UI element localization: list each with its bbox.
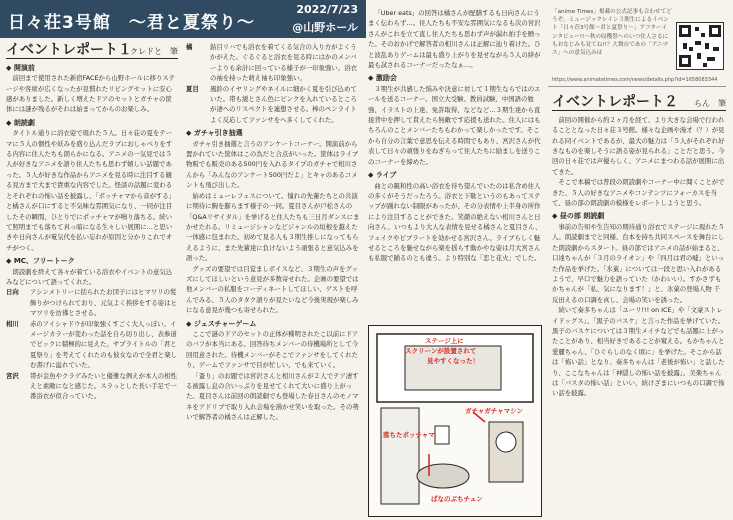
illus-label: スクリーンが設置されて [405, 347, 477, 355]
section-body: 曲との親和性の高い浴衣を待ち望んでいたのは私含め住人の多くがそうだったろう。浴衣と下駄というのもあってステップが踊れない制限があったが、その分表情や上半身の所作により注目することができた。笑顔の絶えない相川さんと日向さん、いつもより大人な表情を見せる橘さんと夏目さん、フェイクやビブラートを効かせる宮沢さん。ライブらしく魅せるところを魅せながら楽を揺らす動かやな姿は月大宮さんも私服で踊るのとも違う。より特別な「恋と花火」でした。 [368, 181, 542, 263]
section-heading: ◆ 激励会 [368, 73, 542, 83]
section-body: 前回まで使用された新宿FACEから山野ホールに移りステージや客席が広くなったが見慣れたリビングセットに安心感がありました。新しく増えたドアのセットとガチャの筐体には謎が残るがそれは始まってからのお楽しみ。 [6, 74, 175, 114]
newsletter-title: 日々荘3号館 〜君と夏祭り〜 [8, 13, 255, 33]
illus-label: ガチャガチャマシン [465, 407, 523, 415]
illus-label: 見やすくなった！ [427, 357, 479, 365]
column-middle [186, 42, 360, 516]
report-1-header [6, 42, 178, 59]
column-far-right [552, 94, 726, 516]
column-right [368, 8, 542, 322]
section-heading: ◆ MC、フリートーク [6, 256, 178, 266]
section-body: ３期生が共感した悩みや決意に対して１期生ならではのエールを送るコーナー。国立大受験、教員試験、中国語の勉強、イラストの上達、免許取得、などなど…３期生達から直接背中を押して貰えたら無敵です応援も送れた。住人にはもちろんのことメンバーたちもわかって楽しかったです。そこから自分の言葉で意思を伝える時間でもあり、宮沢さんが代表して日々の頑張りをねぎらって住人たちに励ましを送りこのコーナーを締めた。 [368, 84, 541, 166]
illus-label: ぱなのぶちチュン [431, 495, 483, 503]
member-name: 橘 [186, 43, 193, 51]
section-body: 朗読劇を終えて各々が着ている浴衣やイベントの意気込みなどについて語ってくれた。 [6, 267, 173, 286]
member-text: 鈷目リハでも浴衣を着てくる気合の入り方がよくうかがえた。ぐるぐると浴衣を見る時にはかのメンバーよりも余計に回っている様子が一印象強い。浴衣の袖を持った萌え袖も印象強い。 [210, 43, 357, 83]
member-entry [186, 84, 360, 126]
stage-illustration [368, 325, 542, 517]
member-text: アシンメトリーに括られたお団子にはヒマワリの髪飾りがつけられており、元気よく挨拶をする姿はヒマワリを彷彿とさせる。 [30, 288, 177, 318]
section-body: そこで本稿では普段の朗読劇やコーナー中に聞くことができた、５人の好きなアニメやコンテンツにフォーカスを当て、昼の部の朗読劇の模様をレポートしようと思う。 [552, 178, 725, 208]
report-2-title: イベントレポート２ [552, 94, 678, 110]
masthead [0, 0, 366, 38]
section-heading: ◆ ガチャ引き抽選 [186, 128, 360, 138]
member-entry [6, 287, 178, 318]
section-body: ここで謎のドアのセットの正体が種明されたこ以前にドアのバフが本当にある。回答待ちメンバーの待機場所として今回用意された。待機メンバーがそこでファンサをしてくれたり、ゲームでファンサで目が忙しい、でも来ていく。 [186, 329, 359, 370]
section-body: 「Uber eats」の回答は橘さんが配膳するも日向さんにうまく伝わらず…。住人たちも不安な雰囲気になるも次の宮沢さんがこれを立て直し住人たちも思わず声が漏れ拍手を贈った。そのおかげで解答者の相川さんは正解に辿り着けた。ひと波乱ありゲームは最も盛り上がりを見せながら５人の絆が最も試されるコーナーだったなぁ…。 [368, 9, 541, 70]
column-left [6, 42, 178, 516]
member-name: 宮沢 [6, 371, 19, 380]
section-body: グッズの要望では目覚ましボイスなど、３期生の声をグッズにしてほしいという意見が多数寄せれた。企画の要望では他メンバーの私服をコーディネートしてほしい、ゲストを呼んでみる、５人のタタク語りが見たいなど今後実現が楽しみになる意見が幾つも寄せられた。 [186, 264, 359, 315]
member-entry [6, 319, 178, 371]
section-heading: ◆ ライブ [368, 170, 542, 180]
member-entry [6, 371, 178, 402]
section-body: 始めはミューレフェスについて。憧れの先輩たちとの共演に期待に胸を膨らます様子の一同。夏目さんが戸松さんの「Q&Aリサイタル」を挙げると住人たちも三日月ダンスにまかせたれる。リミュージシャンなどジャンルの垣根を越えた一体感に包まれた。初めて見る人も３期生推しになってもらえるように、また先輩達に負けないよう頑張ると意気込みを語った。 [186, 191, 360, 263]
illus-label: ステージ上に [425, 337, 464, 345]
report-2-byline: らん 筆 [694, 99, 726, 109]
member-name: 夏目 [186, 84, 199, 93]
report-1-title: イベントレポート１ [6, 42, 132, 58]
member-entry [186, 42, 360, 84]
section-heading: ◆ ジェスチャーゲーム [186, 319, 360, 329]
anime-times-note: 「anime Times」掲載の公式記事も合わせてどうぞ。ミュージックレイン３期生によるイベント「日々荘3号館〜君と夏祭り〜」アフターインタビュー!!〜秋の収穫祭へのいつ住人さるにもおなじみも見てね!!？大舞台であの「アニマス」への意気込みは [552, 9, 672, 57]
member-name: 日向 [6, 288, 19, 297]
article-url[interactable]: https://www.animatetimes.com/news/details.php?id=1658083344 [552, 77, 718, 83]
qr-code-icon [677, 23, 723, 69]
section-heading: ◆ 朗読劇 [6, 118, 178, 128]
section-body: ガチャ引き抽選と言うのアンケートコーナー。開演前から置かれていた筐体はこの為だと合点がいった。筐体はライブ物販でも販売のある500円を入れるタイプのガチャで相川さんから「みんなのアンケート500円だよ」とキャのあるコメントも飛び出した。 [186, 139, 359, 190]
section-body: 事前の告知や生告知の期待通り浴衣でステージに現れた５人。朗読劇までと同様、台本を持ち共同スペースを舞台にした朗読劇からスタート。昼の部ではアニメの話が始まると、口達ちゃんが「３月のライオン」や「四月は君の嘘」といった作品を挙げた。「氷菓」については一段と思い入れがあるようで、早口で魅力を語っていた（かわいい）。すかさずもかちゃんが「私、気になります！」と、氷菓の登場人物 千反田えるの口調を真し、会場の笑いを誘った。 [552, 222, 725, 304]
divider [548, 86, 726, 87]
section-heading: ◆ 開演前 [6, 63, 178, 73]
section-heading: ◆ 昼の部 朗読劇 [552, 211, 726, 221]
section-body: タイトル通りに浴衣姿で現れた５人。日々荘の夏をテーマに５人の個性や妖みを盛り込んだラブにおしゃべりをする内容に住人たちも朗らかになる。アニメの一気見では５人が好きなアニメを語り住人たちも思わず嬉しい話題であった。５人が好きな作品からアニメを見る時に注目する観る見方まで大まで貴重な内容でした。怪談の話題に変わるとそれぞれの怖い話を披露し、「ポッチャマから音がする」と橘さんが口にすると不気味な雰囲気になり、一同が注目したその瞬間、ひとりでにポッチャマが鳴り落ちる。続いて照明までも落ちて真っ暗になる生々しい展開に…と思いきや日向さんが電気代を払い忘れが原因と分かりこれでオチがつく。 [6, 129, 176, 252]
section-body: 続いて奏多ちゃんは「ユーリ!!! on ICE」や「文豪ストレイドッグス」、「黒子のバスケ」と言った作品を挙げていた。黒子のバスケについては３期生メイチなどでも話題に上がったことがあり、相当好きであることが窺える。もかちゃんと愛麗ちゃん、「ひぐらしのなく頃に」を挙げた。そこから話は「怖い話」となり、奏多ちゃんは「老後が怖い」と話したり、ここなちゃんは「神隠しの怖い話を披露」。美楽ちゃんは「バスタの怖い話」といい、続けざまにいつもの口調で怖い話を披露。 [552, 306, 725, 398]
venue: @山野ホール [292, 21, 358, 34]
report-2-header [552, 94, 726, 111]
member-name: 相川 [6, 319, 19, 328]
member-text: 赤のアイシャドウが印象強くすごく大人っぽい。イメージカラーが変わった話を自ら切り出し、表参道でビックに積極的に見えた。サプライトルの「君と夏祭り」を考えてくれたのも彼女なので全君と楽しむ書げに溢れていた。 [30, 319, 177, 370]
illus-label: 落ちたポッチャマ [383, 431, 435, 439]
issue-date: 2022/7/23 [296, 3, 358, 16]
member-text: 風鈴のイヤリングやネイルに細かく夏を引び込めていた。帯も緩とさん色にピンクを入れているところが凄へのリスペクトを連想させる。棒のペンライトよく反応してファンサをへ多くしてくれた。 [210, 84, 357, 124]
report-1-byline: クレドと 筆 [130, 47, 178, 57]
section-body: 前回の開催から約２ヶ月を経て、より大きな会場で行われることとなった日々荘３号館。様々な企画や漫才（？）が見れる同イベントであるが、最大の魅力は「５人がそれぞれ好きなものを楽しそうに語る姿が見られる」ことだと思う。今回の日々荘では声優らしく、アニメにまつわる話が展開に出てきた。 [552, 115, 725, 176]
member-text: 帯が金魚やクラゲみたいと優雅な例えが本人の相性えと素敵になと感じた。スラっとした長い手足で一番浴衣が似合っていた。 [30, 371, 177, 401]
qr-code[interactable] [676, 22, 724, 70]
section-body: 「蚤り」のお題では宮沢さんと相川さんが２人でテア凄する被露し息の合いっぷりを見せてくれて大いに盛り上がった。夏目さんは前回の朗読劇でも登場した春日さんのモノマネをアドリブで取り入れ会場を沸かせ笑いを取った。その勢いで解答者の橘さんは正解した。 [186, 371, 359, 422]
